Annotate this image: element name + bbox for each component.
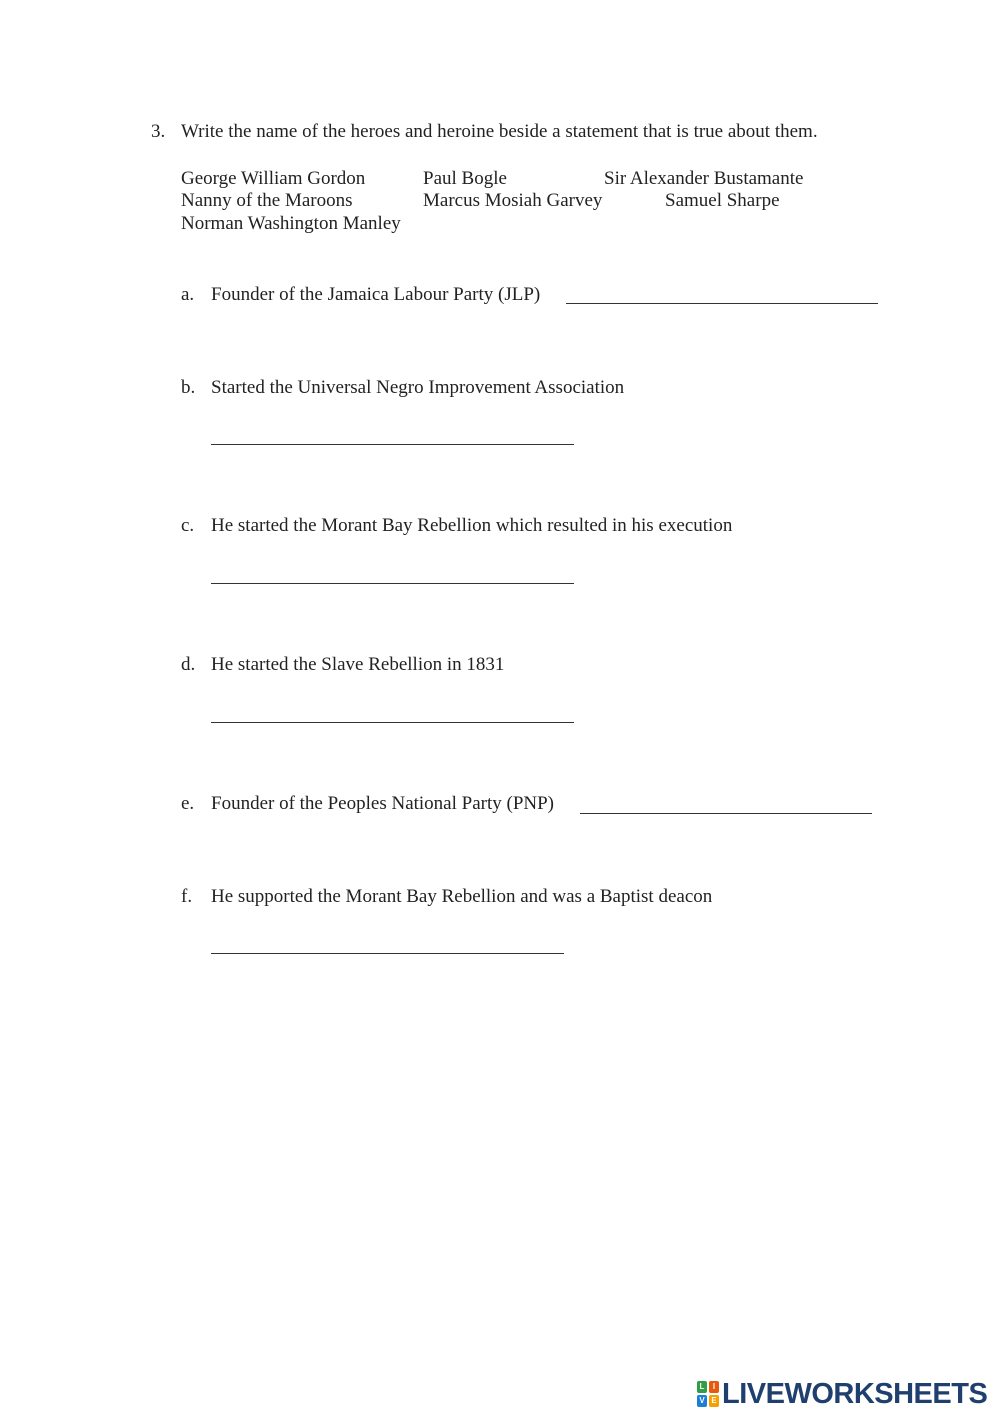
name-option: Nanny of the Maroons <box>181 190 353 211</box>
name-option: Marcus Mosiah Garvey <box>423 190 603 211</box>
item-statement: He supported the Morant Bay Rebellion and was a Baptist deacon <box>211 886 713 907</box>
name-option: Norman Washington Manley <box>181 213 401 234</box>
question-instruction: Write the name of the heroes and heroine beside a statement that is true about them. <box>181 121 818 142</box>
item-statement: Founder of the Peoples National Party (PNP) <box>211 793 555 814</box>
logo-mark-icon: L I V E <box>697 1381 719 1407</box>
name-option: Sir Alexander Bustamante <box>604 168 804 189</box>
item-letter: e. <box>181 793 195 814</box>
name-option: Paul Bogle <box>423 168 507 189</box>
answer-blank[interactable] <box>211 953 564 954</box>
item-letter: a. <box>181 284 195 305</box>
logo-text: LIVEWORKSHEETS <box>722 1378 988 1410</box>
item-letter: c. <box>181 515 195 536</box>
answer-blank[interactable] <box>211 444 574 445</box>
answer-blank[interactable] <box>211 583 574 584</box>
name-option: Samuel Sharpe <box>665 190 780 211</box>
question-number: 3. <box>151 121 166 142</box>
item-statement: He started the Morant Bay Rebellion which resulted in his execution <box>211 515 733 536</box>
item-letter: b. <box>181 377 196 398</box>
item-statement: Founder of the Jamaica Labour Party (JLP) <box>211 284 541 305</box>
item-letter: d. <box>181 654 196 675</box>
answer-blank[interactable] <box>566 303 878 304</box>
item-statement: He started the Slave Rebellion in 1831 <box>211 654 505 675</box>
name-option: George William Gordon <box>181 168 366 189</box>
liveworksheets-logo[interactable] <box>697 1379 987 1409</box>
item-letter: f. <box>181 886 193 907</box>
answer-blank[interactable] <box>580 813 872 814</box>
answer-blank[interactable] <box>211 722 574 723</box>
item-statement: Started the Universal Negro Improvement Association <box>211 377 625 398</box>
